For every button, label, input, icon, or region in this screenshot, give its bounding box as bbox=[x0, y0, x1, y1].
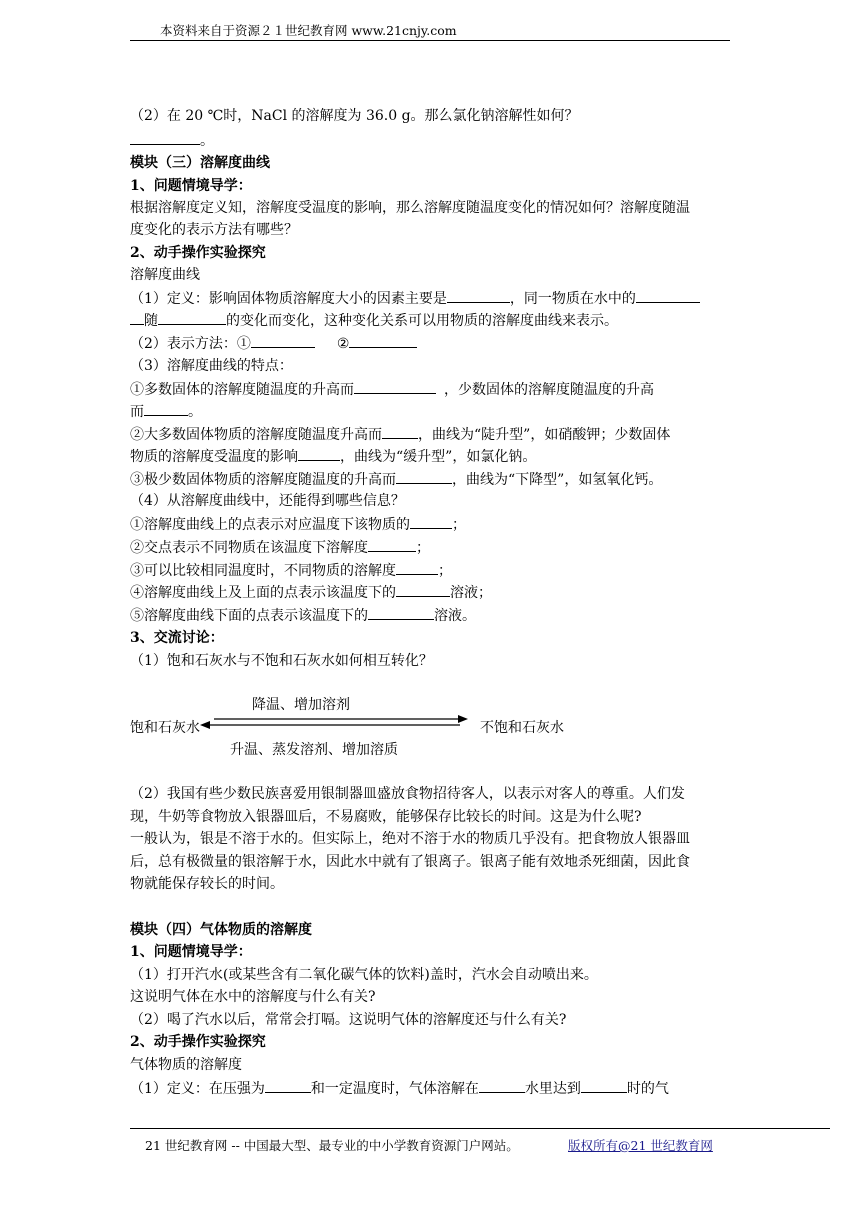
info-line bbox=[130, 560, 452, 581]
text: 。 bbox=[200, 133, 214, 149]
fill-blank bbox=[130, 130, 200, 145]
fill-blank bbox=[581, 1078, 627, 1093]
text: 物质的溶解度受温度的影响 bbox=[130, 449, 298, 465]
text: ④溶解度曲线上及上面的点表示该温度下的 bbox=[130, 585, 396, 601]
text: ①多数固体的溶解度随温度的升高而 bbox=[130, 382, 354, 398]
diagram-left-label: 饱和石灰水 bbox=[130, 720, 200, 736]
text: ②大多数固体物质的溶解度随温度升高而 bbox=[130, 427, 382, 443]
text: 而 bbox=[130, 404, 144, 420]
section-heading: 3、交流讨论： bbox=[130, 630, 224, 646]
text: 的变化而变化，这种变化关系可以用物质的溶解度曲线来表示。 bbox=[226, 313, 618, 329]
text: ，同一物质在水中的 bbox=[509, 291, 636, 307]
module-4-title: 模块（四）气体物质的溶解度 bbox=[130, 922, 312, 938]
text: 溶液； bbox=[450, 585, 492, 601]
fill-blank bbox=[410, 514, 452, 529]
paragraph-line: （2）我国有些少数民族喜爱用银制器皿盛放食物招待客人，以表示对客人的尊重。人们发 bbox=[130, 786, 685, 802]
fill-blank bbox=[396, 582, 450, 597]
double-arrow-icon bbox=[198, 712, 474, 732]
text: ，曲线为“缓升型”，如氯化钠。 bbox=[340, 449, 537, 465]
diagram-bottom-label: 升温、蒸发溶剂、增加溶质 bbox=[230, 742, 398, 758]
text: 时的气 bbox=[626, 1081, 669, 1097]
fill-blank bbox=[396, 469, 452, 484]
paragraph-line: 物就能保存较长的时间。 bbox=[130, 876, 284, 892]
feature-line bbox=[130, 424, 670, 445]
definition-line bbox=[130, 310, 618, 331]
text: ； bbox=[416, 540, 430, 556]
feature-line bbox=[130, 469, 662, 490]
fill-blank bbox=[368, 537, 416, 552]
text: ，曲线为“下降型”，如氢氧化钙。 bbox=[452, 472, 663, 488]
info-line bbox=[130, 605, 476, 626]
info-line bbox=[130, 537, 430, 558]
page-header: 本资料来自于资源２１世纪教育网 www.21cnjy.com bbox=[160, 23, 457, 38]
text: ③可以比较相同温度时，不同物质的溶解度 bbox=[130, 563, 396, 579]
question-2-line bbox=[130, 106, 579, 126]
info-heading: （4）从溶解度曲线中，还能得到哪些信息？ bbox=[130, 493, 405, 509]
method-line bbox=[130, 333, 417, 354]
text: （1）定义：影响固体物质溶解度大小的因素主要是 bbox=[130, 291, 447, 307]
section-heading: 1、问题情境导学： bbox=[130, 178, 252, 194]
fill-blank bbox=[636, 288, 700, 303]
text: 和一定温度时，气体溶解在 bbox=[310, 1081, 479, 1097]
definition-line bbox=[130, 1078, 669, 1099]
text: 溶液。 bbox=[434, 608, 476, 624]
paragraph-line: 根据溶解度定义知，溶解度受温度的影响，那么溶解度随温度变化的情况如何？溶解度随温 bbox=[130, 200, 690, 216]
fill-blank bbox=[251, 333, 315, 348]
footer-text: 21 世纪教育网 -- 中国最大型、最专业的中小学教育资源门户网站。 bbox=[145, 1138, 519, 1153]
text: ，少数固体的溶解度随温度的升高 bbox=[444, 382, 654, 398]
text: （1）定义：在压强为 bbox=[130, 1081, 265, 1097]
fill-blank bbox=[158, 310, 226, 325]
discussion-question: （1）饱和石灰水与不饱和石灰水如何相互转化？ bbox=[130, 653, 433, 669]
fill-blank bbox=[479, 1078, 525, 1093]
feature-line bbox=[130, 379, 654, 400]
info-line bbox=[130, 582, 492, 603]
paragraph-line: 一般认为，银是不溶于水的。但实际上，绝对不溶于水的物质几乎没有。把食物放人银器皿 bbox=[130, 831, 690, 847]
definition-line bbox=[130, 288, 700, 309]
text: ； bbox=[452, 517, 466, 533]
fill-blank bbox=[298, 446, 340, 461]
feature-line bbox=[130, 401, 202, 422]
copyright-link[interactable]: 版权所有@21 世纪教育网 bbox=[568, 1138, 713, 1153]
fill-blank bbox=[447, 288, 510, 303]
feature-line bbox=[130, 446, 536, 467]
subheading: 气体物质的溶解度 bbox=[130, 1057, 242, 1073]
text: ②交点表示不同物质在该温度下溶解度 bbox=[130, 540, 368, 556]
paragraph-line: 度变化的表示方法有哪些？ bbox=[130, 222, 298, 238]
fill-blank bbox=[382, 424, 418, 439]
fill-blank bbox=[130, 310, 144, 325]
text: 水里达到 bbox=[524, 1081, 581, 1097]
fill-blank bbox=[396, 560, 438, 575]
question-2-answer bbox=[130, 130, 214, 151]
section-heading: 2、动手操作实验探究 bbox=[130, 1034, 266, 1050]
fill-blank bbox=[349, 333, 417, 348]
section-heading: 2、动手操作实验探究 bbox=[130, 245, 266, 261]
fill-blank bbox=[265, 1078, 311, 1093]
diagram-top-label: 降温、增加溶剂 bbox=[252, 697, 350, 713]
info-line bbox=[130, 514, 466, 535]
section-heading: 1、问题情境导学： bbox=[130, 944, 252, 960]
paragraph-line: （2）喝了汽水以后，常常会打嗝。这说明气体的溶解度还与什么有关? bbox=[130, 1012, 567, 1028]
text: ⑤溶解度曲线下面的点表示该温度下的 bbox=[130, 608, 368, 624]
fill-blank bbox=[368, 605, 434, 620]
paragraph-line: （1）打开汽水(或某些含有二氧化碳气体的饮料)盖时，汽水会自动喷出来。 bbox=[130, 967, 598, 983]
header-rule bbox=[130, 40, 730, 41]
text: （2）表示方法：① bbox=[130, 336, 251, 352]
text: ； bbox=[438, 563, 452, 579]
text: ② bbox=[336, 336, 350, 352]
text: ①溶解度曲线上的点表示对应温度下该物质的 bbox=[130, 517, 410, 533]
fill-blank bbox=[354, 379, 436, 394]
footer-rule bbox=[130, 1128, 830, 1129]
diagram-right-label: 不饱和石灰水 bbox=[480, 720, 564, 736]
text: ，曲线为“陡升型”，如硝酸钾；少数固体 bbox=[418, 427, 671, 443]
paragraph-line: 这说明气体在水中的溶解度与什么有关? bbox=[130, 989, 376, 1005]
module-3-title: 模块（三）溶解度曲线 bbox=[130, 155, 270, 171]
text: 随 bbox=[144, 313, 158, 329]
fill-blank bbox=[144, 401, 188, 416]
paragraph-line: 后，总有极微量的银溶解于水，因此水中就有了银离子。银离子能有效地杀死细菌，因此食 bbox=[130, 854, 690, 870]
paragraph-line: 现，牛奶等食物放入银器皿后，不易腐败，能够保存比较长的时间。这是为什么呢? bbox=[130, 809, 642, 825]
text: 。 bbox=[188, 404, 202, 420]
text: （2）在 20 ℃时，NaCl 的溶解度为 36.0 g。那么氯化钠溶解性如何？ bbox=[130, 108, 579, 124]
subheading: 溶解度曲线 bbox=[130, 267, 200, 283]
text: ③极少数固体物质的溶解度随温度的升高而 bbox=[130, 472, 396, 488]
features-heading: （3）溶解度曲线的特点： bbox=[130, 358, 293, 374]
